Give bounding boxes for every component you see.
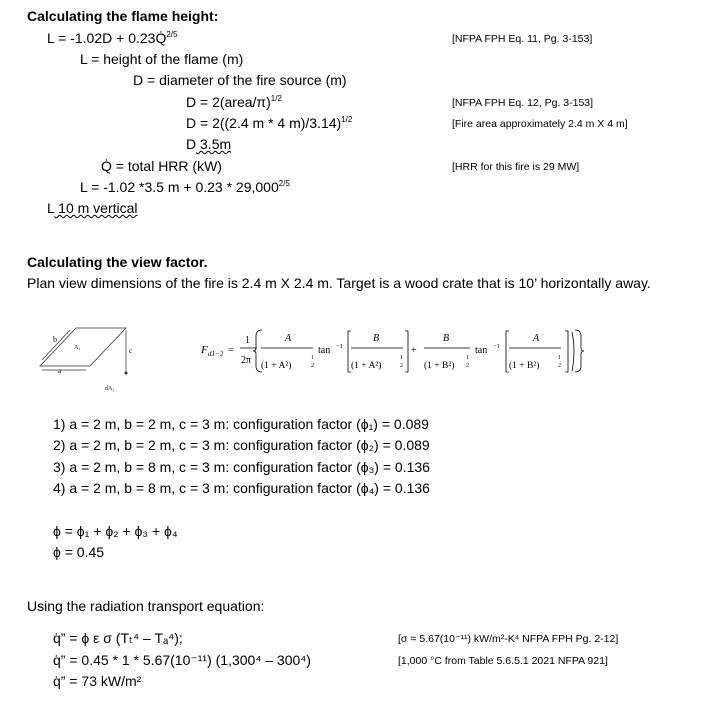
label-b: b (53, 335, 57, 344)
config-item-3: 3) a = 2 m, b = 8 m, c = 3 m: configuration factor (ϕ₃) = 0.136 (53, 459, 430, 475)
reference-note: [Fire area approximately 2.4 m X 4 m] (452, 118, 628, 130)
formula-lhs-sub: d1−2 (208, 350, 224, 358)
term3-inv: −1 (493, 343, 500, 350)
label-da1: dA₁ (105, 386, 115, 392)
term2-denominator: (1 + A²) (351, 361, 382, 371)
term2-half-den: 2 (400, 363, 403, 369)
radiation-result: q̇” = 73 kW/m² (53, 673, 142, 689)
label-c: c (129, 347, 133, 355)
formula-eq: = (228, 345, 234, 356)
config-item-4: 4) a = 2 m, b = 8 m, c = 3 m: configuration factor (ϕ₄) = 0.136 (53, 480, 430, 496)
term1-half-den: 2 (311, 363, 314, 369)
radiation-substitution: q̇” = 0.45 * 1 * 5.67(10⁻¹¹) (1,300⁴ – 300⁴) (53, 652, 311, 668)
radiation-equation: q̇” = ϕ ε σ (Tₜ⁴ – Tₐ⁴); (53, 630, 183, 646)
term4-half-den: 2 (558, 363, 561, 369)
label-a: a (58, 367, 62, 375)
term4-numerator: A (533, 333, 540, 344)
term1-inv: −1 (336, 343, 343, 350)
term1-half-num: 1 (311, 355, 314, 361)
reference-note: [σ = 5.67(10⁻¹¹) kW/m²-K⁴ NFPA FPH Pg. 2-12] (398, 633, 619, 645)
term2-half-num: 1 (400, 355, 403, 361)
diameter-substitution: D = 2((2.4 m * 4 m)/3.14)$^{1/2}$ (186, 115, 353, 131)
radiation-heading: Using the radiation transport equation: (27, 598, 265, 614)
reference-note: [1,000 °C from Table 5.6.5.1 2021 NFPA 921] (398, 655, 608, 667)
term4-half-num: 1 (558, 355, 561, 361)
view-factor-description: Plan view dimensions of the fire is 2.4 m X 2.4 m. Target is a wood crate that is 10’ horizontally away. (27, 275, 651, 291)
term3-half-den: 2 (466, 363, 469, 369)
term3-half-num: 1 (466, 355, 469, 361)
term2-numerator: B (373, 333, 380, 344)
target-plane-outline (40, 328, 126, 366)
term1-numerator: A (285, 333, 292, 344)
flame-height-substitution: L = -1.02 *3.5 $m + 0.23 * 29,000^{2/5}$ (80, 179, 290, 195)
view-factor-heading: Calculating the view factor. (27, 254, 208, 270)
term3-tan: tan (475, 345, 488, 356)
flame-height-equation: L = -1.02D + 0.23Q̇$^{2/5}$ (47, 30, 178, 46)
reference-note: [NFPA FPH Eq. 12, Pg. 3-153] (452, 97, 594, 109)
reference-note: [NFPA FPH Eq. 11, Pg. 3-153] (452, 33, 593, 45)
phi-value: ϕ = 0.45 (53, 544, 105, 560)
formula-two-pi: 2π (241, 355, 252, 366)
term1-denominator: (1 + A²) (261, 361, 292, 371)
hrr-definition: Q̇ = total HRR (kW) (101, 158, 222, 174)
config-item-2: 2) a = 2 m, b = 2 m, c = 3 m: configuration factor (ϕ₂) = 0.089 (53, 437, 430, 453)
formula-lhs: F (201, 344, 208, 356)
phi-sum-equation: ϕ = ϕ₁ + ϕ₂ + ϕ₃ + ϕ₄ (53, 523, 178, 539)
diameter-equation: D = 2(area/π)$^{1/2}$ (186, 94, 282, 110)
point-dA1 (125, 372, 128, 375)
flame-height-result: L 10 m vertical (47, 200, 138, 216)
formula-plus: + (411, 345, 417, 356)
flame-height-definition: L = height of the flame (m) (80, 51, 244, 67)
term1-tan: tan (318, 345, 331, 356)
term4-denominator: (1 + B²) (509, 361, 540, 371)
configuration-factor-formula (195, 326, 595, 378)
flame-heading: Calculating the flame height: (27, 8, 219, 24)
label-a2: A₂ (74, 345, 81, 351)
diameter-result: D 3.5m (186, 136, 232, 152)
diameter-definition: D = diameter of the fire source (m) (133, 72, 347, 88)
config-item-1: 1) a = 2 m, b = 2 m, c = 3 m: configuration factor (ϕ₁) = 0.089 (53, 416, 429, 432)
term3-denominator: (1 + B²) (424, 361, 455, 371)
reference-note: [HRR for this fire is 29 MW] (452, 161, 580, 173)
term3-numerator: B (443, 333, 450, 344)
formula-one: 1 (245, 335, 250, 346)
configuration-diagram (28, 316, 148, 398)
